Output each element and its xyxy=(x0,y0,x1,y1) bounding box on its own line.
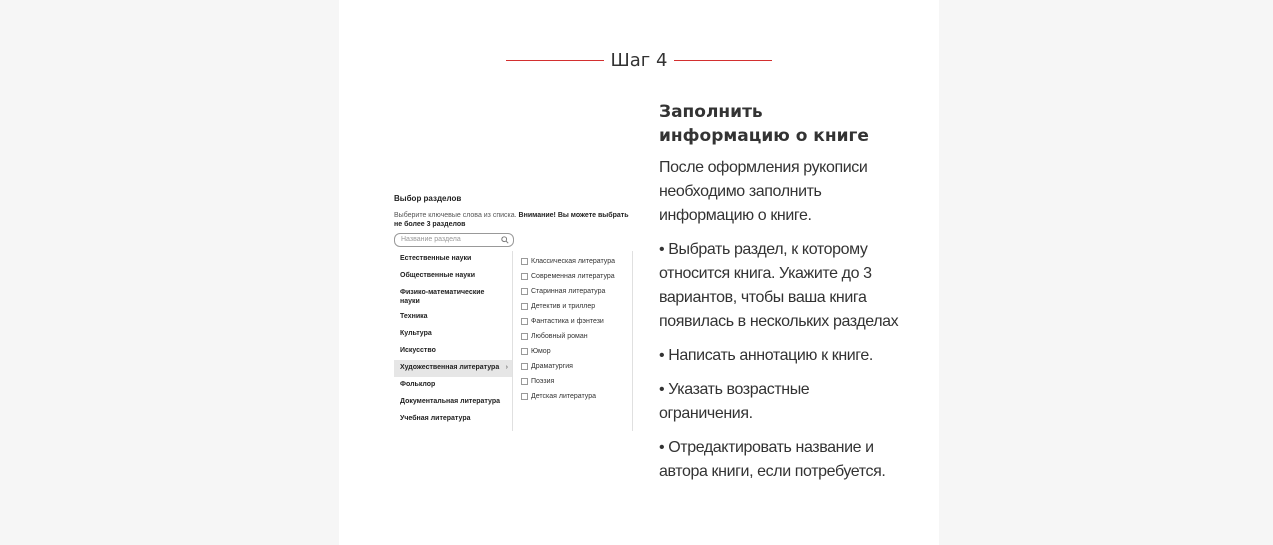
section-search-placeholder: Название раздела xyxy=(401,236,461,243)
subcategory-checkbox[interactable] xyxy=(521,284,631,299)
subcategory-label: Фантастика и фэнтези xyxy=(531,318,604,325)
subcategory-checkbox[interactable] xyxy=(521,314,631,329)
category-label: Естественные науки xyxy=(400,255,472,262)
picker-hint-warning: Внимание! Вы можете выбрать не более 3 разделов xyxy=(394,212,629,228)
step-heading: Заполнить информацию о книге xyxy=(659,102,869,146)
step-divider-right xyxy=(674,60,772,61)
checkbox-icon[interactable] xyxy=(521,393,528,400)
checkbox-icon[interactable] xyxy=(521,333,528,340)
subcategory-label: Старинная литература xyxy=(531,288,606,295)
subcategory-label: Классическая литература xyxy=(531,258,615,265)
picker-hint-text: Выберите ключевые слова из списка. xyxy=(394,212,519,219)
category-label: Физико-математические науки xyxy=(400,289,485,305)
subcategory-label: Детектив и триллер xyxy=(531,303,596,310)
subcategory-label: Современная литература xyxy=(531,273,615,280)
bullet-age-limit: • Указать возрастные ограничения. xyxy=(659,381,810,422)
subcategory-checkbox[interactable] xyxy=(521,389,631,404)
subcategory-checkbox[interactable] xyxy=(521,344,631,359)
section-search-input[interactable] xyxy=(394,233,514,247)
bullet-edit-title: • Отредактировать название и автора книги, если потребуется. xyxy=(659,439,886,480)
checkbox-icon[interactable] xyxy=(521,288,528,295)
checkbox-icon[interactable] xyxy=(521,258,528,265)
bullet-annotation: • Написать аннотацию к книге. xyxy=(659,347,873,364)
chevron-right-icon: › xyxy=(505,364,508,371)
category-item[interactable] xyxy=(394,377,512,394)
category-label: Искусство xyxy=(400,347,436,354)
subcategory-label: Юмор xyxy=(531,348,551,355)
step-description xyxy=(659,100,899,494)
subcategory-list xyxy=(521,254,631,404)
checkbox-icon[interactable] xyxy=(521,348,528,355)
description-paragraph: После оформления рукописи необходимо заполнить информацию о книге. xyxy=(659,159,868,224)
picker-hint xyxy=(394,211,629,229)
checkbox-icon[interactable] xyxy=(521,273,528,280)
category-item[interactable] xyxy=(394,411,512,428)
subcategory-label: Детская литература xyxy=(531,393,597,400)
category-item[interactable] xyxy=(394,285,512,309)
category-label: Учебная литература xyxy=(400,415,471,422)
category-item[interactable] xyxy=(394,309,512,326)
category-label: Культура xyxy=(400,330,432,337)
step-label: Шаг 4 xyxy=(610,49,668,71)
category-item[interactable] xyxy=(394,394,512,411)
checkbox-icon[interactable] xyxy=(521,363,528,370)
category-label: Художественная литература xyxy=(400,364,500,371)
category-item[interactable] xyxy=(394,326,512,343)
category-item[interactable] xyxy=(394,343,512,360)
checkbox-icon[interactable] xyxy=(521,318,528,325)
list-divider xyxy=(512,251,513,431)
subcategory-checkbox[interactable] xyxy=(521,329,631,344)
category-label: Фольклор xyxy=(400,381,436,388)
category-label: Техника xyxy=(400,313,428,320)
picker-title: Выбор разделов xyxy=(394,194,462,203)
subcategory-checkbox[interactable] xyxy=(521,359,631,374)
subcategory-label: Любовный роман xyxy=(531,333,588,340)
checkbox-icon[interactable] xyxy=(521,303,528,310)
category-item[interactable] xyxy=(394,251,512,268)
list-border xyxy=(632,251,633,431)
subcategory-checkbox[interactable] xyxy=(521,374,631,389)
step-header xyxy=(506,48,772,72)
category-label: Общественные науки xyxy=(400,272,475,279)
subcategory-checkbox[interactable] xyxy=(521,299,631,314)
section-picker-screenshot xyxy=(390,190,635,435)
bullet-choose-section: • Выбрать раздел, к которому относится книга. Укажите до 3 вариантов, чтобы ваша книга появилась в нескольких разделах xyxy=(659,241,899,330)
search-icon xyxy=(501,236,509,244)
subcategory-checkbox[interactable] xyxy=(521,254,631,269)
step-divider-left xyxy=(506,60,604,61)
subcategory-label: Драматургия xyxy=(531,363,573,370)
category-label: Документальная литература xyxy=(400,398,500,405)
category-item[interactable] xyxy=(394,360,512,377)
category-item[interactable] xyxy=(394,268,512,285)
subcategory-label: Поэзия xyxy=(531,378,555,385)
category-list xyxy=(394,251,512,428)
checkbox-icon[interactable] xyxy=(521,378,528,385)
subcategory-checkbox[interactable] xyxy=(521,269,631,284)
